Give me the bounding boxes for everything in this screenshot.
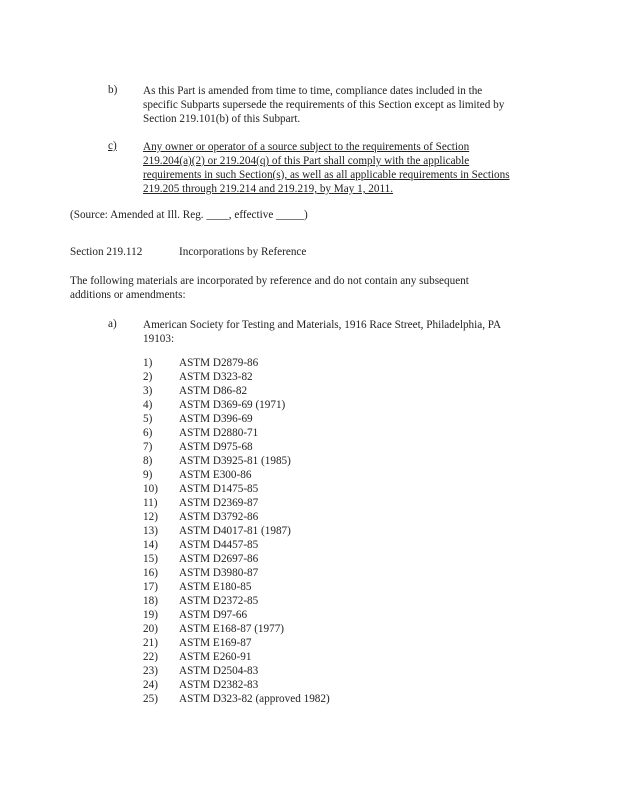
para-c-label: c) <box>108 140 117 152</box>
para-a-line: 19103: <box>143 333 175 345</box>
para-b-label: b) <box>108 84 118 96</box>
para-a-line: American Society for Testing and Materials, 1916 Race Street, Philadelphia, PA <box>143 319 502 331</box>
para-a-label: a) <box>108 318 117 330</box>
para-b-text <box>143 84 504 126</box>
para-b-line: specific Subparts supersede the requirements of this Section except as limited by <box>143 99 505 111</box>
intro-line: additions or amendments: <box>70 289 186 301</box>
para-b-line: As this Part is amended from time to time, compliance dates included in the <box>143 85 483 97</box>
astm-list: 1) ASTM D2879-86 2) ASTM D323-82 3) ASTM D86-82 4) ASTM D369-69 (1971) 5) ASTM D396-69 6) ASTM D2880-71 7) ASTM D975-68 8) ASTM D3925-81 (1985) 9) ASTM E300-86 10) ASTM D1475-85 11) ASTM D2369-87 12) ASTM D3792-86 13) ASTM D4017-81 (1987) 14) ASTM D4457-85 15) ASTM D2697-86 16) ASTM D3980-87 17) ASTM E180-85 18) ASTM D2372-85 19) ASTM D97-66 20) ASTM E168-87 (1977) 21) ASTM E169-87 22) ASTM E260-91 23) ASTM D2504-83 24) ASTM D2382-83 25) ASTM D323-82 (approved 1982) <box>143 357 330 705</box>
para-a-text <box>143 318 501 346</box>
intro-line: The following materials are incorporated by reference and do not contain any subsequent <box>70 275 469 287</box>
section-title: Incorporations by Reference <box>179 246 307 258</box>
intro-text <box>70 274 469 302</box>
source-note: (Source: Amended at Ill. Reg. ____, effective _____) <box>70 209 308 221</box>
para-c-line: requirements in such Section(s), as well as all applicable requirements in Sections <box>143 169 510 181</box>
para-c-line: 219.204(a)(2) or 219.204(q) of this Part shall comply with the applicable <box>143 155 470 167</box>
section-number: Section 219.112 <box>70 246 143 258</box>
para-b-line: Section 219.101(b) of this Subpart. <box>143 113 301 125</box>
para-c-text <box>143 140 510 196</box>
para-c-line: 219.205 through 219.214 and 219.219, by May 1, 2011. <box>143 183 394 195</box>
para-c-line: Any owner or operator of a source subject to the requirements of Section <box>143 141 470 153</box>
